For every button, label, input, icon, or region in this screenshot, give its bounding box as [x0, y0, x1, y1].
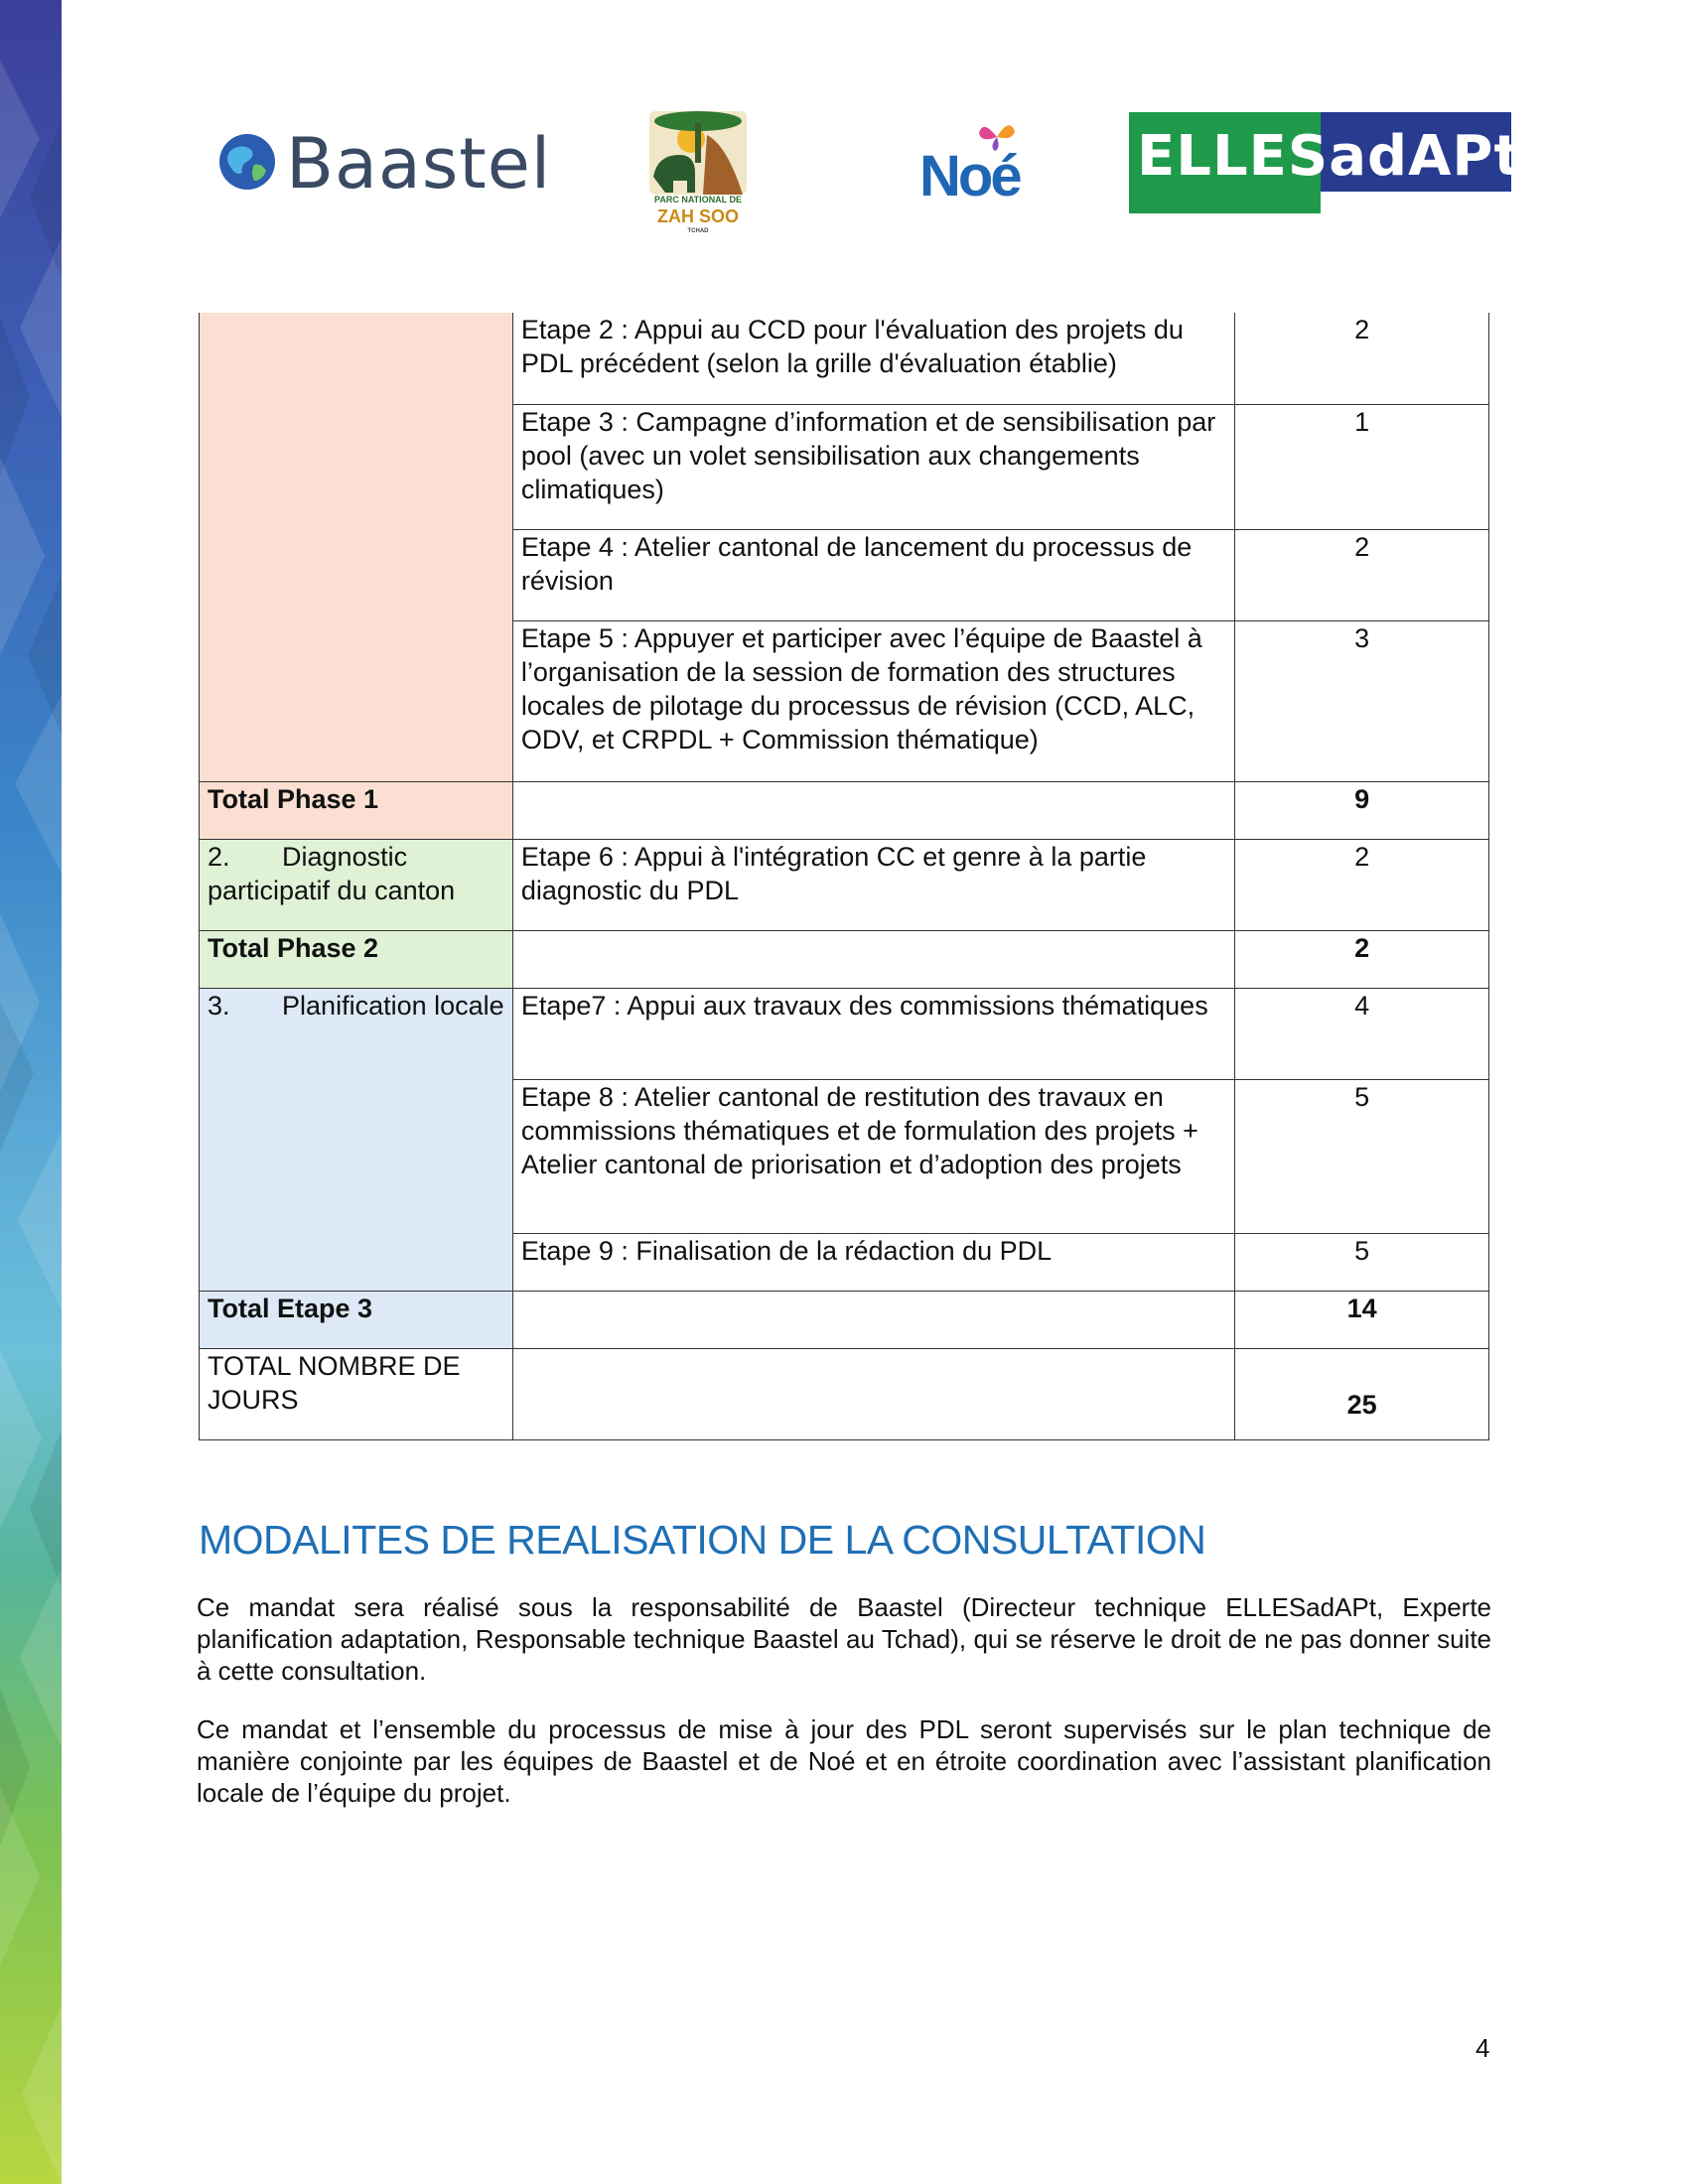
phase2-label: 2. Diagnostic participatif du canton	[200, 839, 513, 930]
empty-cell	[512, 930, 1234, 988]
tree-elephant-emblem-icon	[645, 105, 751, 197]
days-cell: 5	[1235, 1233, 1489, 1291]
days-cell: 5	[1235, 1079, 1489, 1233]
noe-wordmark: Noé	[919, 144, 1020, 208]
table-row	[200, 1291, 1489, 1348]
workplan-days-table	[199, 313, 1489, 1440]
table-row	[200, 313, 1489, 404]
total-phase1-days: 9	[1235, 781, 1489, 839]
paragraph-1: Ce mandat sera réalisé sous la responsabilité de Baastel (Directeur technique ELLESadAPt, Experte planification adaptation, Responsable technique Baastel au Tchad), qui se réserve le droit de ne pas donner suite à cette consultation.	[197, 1592, 1491, 1686]
zah-soo-park-logo	[645, 105, 751, 236]
phase3-label: 3. Planification locale	[200, 988, 513, 1291]
empty-cell	[512, 781, 1234, 839]
table-row	[200, 930, 1489, 988]
step-cell: Etape 2 : Appui au CCD pour l'évaluation des projets du PDL précédent (selon la grille d'évaluation établie)	[512, 313, 1234, 404]
table-row	[200, 988, 1489, 1079]
paragraph-2: Ce mandat et l’ensemble du processus de mise à jour des PDL seront supervisés sur le plan technique de manière conjointe par les équipes de Baastel et de Noé et en étroite coordination avec l’assistant planification locale de l’équipe du projet.	[197, 1714, 1491, 1808]
grand-total-label: TOTAL NOMBRE DE JOURS	[200, 1348, 513, 1439]
section-heading: MODALITES DE REALISATION DE LA CONSULTATION	[199, 1517, 1206, 1563]
zah-soo-caption-line1: PARC NATIONAL DE	[653, 195, 742, 205]
baastel-wordmark: Baastel	[286, 123, 552, 205]
grand-total-days: 25	[1235, 1348, 1489, 1439]
phase1-label-cell	[200, 313, 513, 781]
step-cell: Etape 5 : Appuyer et participer avec l’équipe de Baastel à l’organisation de la session de formation des structures locales de pilotage du processus de révision (CCD, ALC, ODV, et CRPDL + Commission thématique)	[512, 620, 1234, 781]
total-phase1-label: Total Phase 1	[200, 781, 513, 839]
page-number: 4	[1476, 2033, 1490, 2063]
globe-icon	[216, 131, 278, 193]
total-phase3-days: 14	[1235, 1291, 1489, 1348]
total-phase2-label: Total Phase 2	[200, 930, 513, 988]
days-cell: 2	[1235, 313, 1489, 404]
noe-logo	[915, 119, 1025, 208]
decorative-side-band	[0, 0, 62, 2184]
table-row	[200, 781, 1489, 839]
step-cell: Etape 8 : Atelier cantonal de restitution des travaux en commissions thématiques et de formulation des projets + Atelier cantonal de priorisation et d’adoption des projets	[512, 1079, 1234, 1233]
step-cell: Etape7 : Appui aux travaux des commissions thématiques	[512, 988, 1234, 1079]
zah-soo-caption-line3: TCHAD	[687, 228, 709, 234]
table-row	[200, 839, 1489, 930]
total-phase2-days: 2	[1235, 930, 1489, 988]
days-cell: 2	[1235, 529, 1489, 620]
table-row	[200, 1348, 1489, 1439]
step-cell: Etape 4 : Atelier cantonal de lancement du processus de révision	[512, 529, 1234, 620]
ellesadapt-logo	[1129, 112, 1522, 213]
days-cell: 3	[1235, 620, 1489, 781]
step-cell: Etape 3 : Campagne d’information et de sensibilisation par pool (avec un volet sensibilisation aux changements climatiques)	[512, 404, 1234, 529]
step-cell: Etape 6 : Appui à l'intégration CC et genre à la partie diagnostic du PDL	[512, 839, 1234, 930]
baastel-logo	[216, 117, 552, 205]
zah-soo-caption-line2: ZAH SOO	[656, 206, 739, 226]
days-cell: 4	[1235, 988, 1489, 1079]
ellesadapt-wordmark: ELLESadAPt	[1137, 124, 1522, 189]
step-cell: Etape 9 : Finalisation de la rédaction du PDL	[512, 1233, 1234, 1291]
days-cell: 1	[1235, 404, 1489, 529]
empty-cell	[512, 1291, 1234, 1348]
total-phase3-label: Total Etape 3	[200, 1291, 513, 1348]
days-cell: 2	[1235, 839, 1489, 930]
empty-cell	[512, 1348, 1234, 1439]
